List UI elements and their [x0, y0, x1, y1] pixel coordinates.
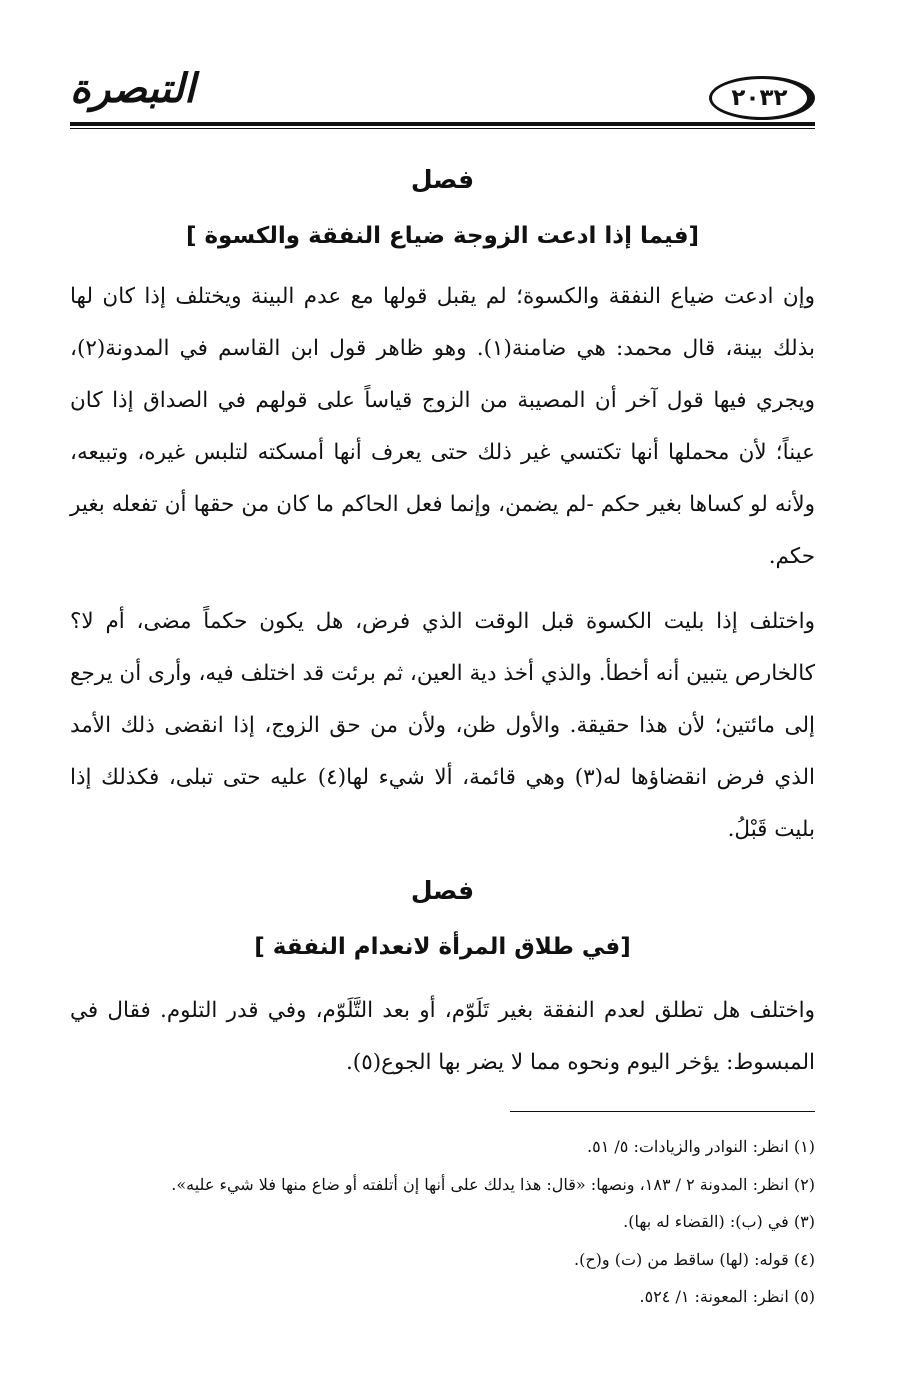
section-subheading: [فيما إذا ادعت الزوجة ضياع النفقة والكسوة ] — [185, 223, 700, 249]
page-number: ٢٠٣٢ — [731, 85, 788, 111]
page-number-badge — [709, 76, 815, 120]
page-header — [70, 62, 815, 130]
footnote: (٢) انظر: المدونة ٢ / ١٨٣، ونصها: «قال: هذا يدلك على أنها إن أتلفته أو ضاع منها فلا شيء عليه». — [171, 1174, 815, 1194]
document-page — [70, 0, 815, 1386]
paragraph: واختلف هل تطلق لعدم النفقة بغير تَلَوّم، أو بعد التَّلَوّم، وفي قدر التلوم. فقال في المبسوط: يؤخر اليوم ونحوه مما لا يضر بها الجوع(٥). — [70, 998, 815, 1075]
book-title: التبصرة — [70, 65, 196, 112]
footnote: (٤) قوله: (لها) ساقط من (ت) و(ح). — [573, 1249, 815, 1269]
section-heading: فصل — [410, 165, 475, 194]
paragraph: واختلف إذا بليت الكسوة قبل الوقت الذي فرض، هل يكون حكماً مضى، أم لا؟ كالخارص يتبين أنه أخطأ. والذي أخذ دية العين، ثم برئت قد اختلف فيه، وأرى أن يرجع إلى مائتين؛ لأن هذا حقيقة. والأول ظن، ولأن من حق الزوج، إذا انقضى ذلك الأمد الذي فرض انقضاؤها له(٣) وهي قائمة، ألا شيء لها(٤) عليه حتى تبلى، فكذلك إذا بليت قَبْلُ. — [70, 609, 816, 842]
footnote-separator — [510, 1111, 815, 1112]
footnote: (١) انظر: النوادر والزيادات: ٥/ ٥١. — [587, 1137, 815, 1156]
header-rule — [70, 122, 815, 126]
section-subheading: [في طلاق المرأة لانعدام النفقة ] — [254, 934, 631, 960]
section-heading: فصل — [410, 876, 475, 905]
footnote: (٣) في (ب): (القضاء له بها). — [623, 1212, 815, 1231]
footnotes — [70, 1128, 815, 1316]
paragraph: وإن ادعت ضياع النفقة والكسوة؛ لم يقبل قولها مع عدم البينة ويختلف إذا كان لها بذلك بينة، قال محمد: هي ضامنة(١). وهو ظاهر قول ابن القاسم في المدونة(٢)، ويجري فيها قول آخر أن المصيبة من الزوج قياساً على قولهم في الصداق إذا كان عيناً؛ لأن محملها أنها تكتسي غير ذلك حتى يعرف أنها أمسكته لتلبس غيره، وتبيعه، ولأنه لو كساها بغير حكم -لم يضمن، وإنما فعل الحاكم ما كان من حقها أن تفعله بغير حكم. — [70, 284, 815, 569]
footnote: (٥) انظر: المعونة: ١/ ٥٢٤. — [639, 1287, 815, 1306]
header-rule-thin — [70, 128, 815, 129]
